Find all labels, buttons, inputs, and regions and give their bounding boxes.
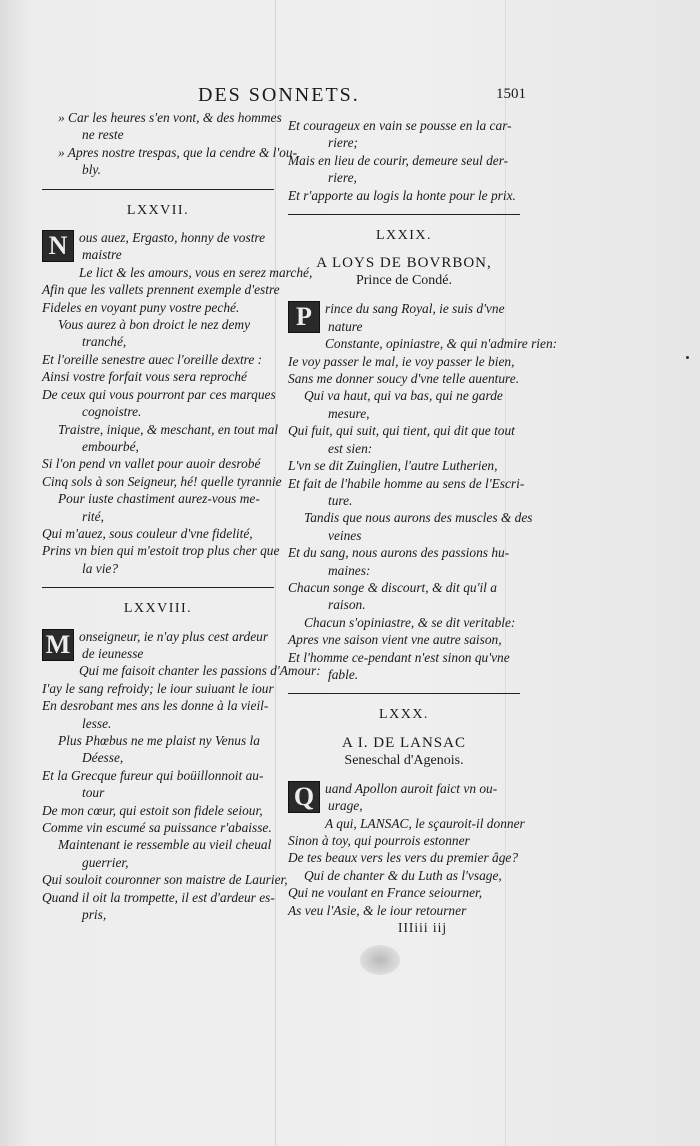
- text-line: urage,: [328, 798, 363, 814]
- text-line: » Apres nostre trespas, que la cendre & l'ou-: [58, 144, 298, 160]
- text-line: De tes beaux vers les vers du premier âge?: [288, 850, 519, 866]
- text-line: rité,: [82, 508, 104, 524]
- text-line: Comme vin escumé sa puissance r'abaisse.: [42, 820, 272, 836]
- margin-mark: [686, 356, 689, 359]
- text-line: De ceux qui vous pourront par ces marques: [42, 386, 276, 402]
- text-line: guerrier,: [82, 854, 129, 870]
- text-line: Prins vn bien qui m'estoit trop plus cher que: [42, 543, 280, 559]
- drop-cap: M: [42, 629, 74, 661]
- text-line: Ie voy passer le mal, ie voy passer le bien,: [288, 353, 515, 369]
- text-line: Le lict & les amours, vous en serez marché,: [79, 264, 313, 280]
- text-line: Constante, opiniastre, & qui n'admire rien:: [325, 336, 558, 352]
- sonnet-heading: LXXVIII.: [123, 601, 193, 617]
- signature-mark: IIIiii iij: [398, 920, 448, 936]
- text-line: Mais en lieu de courir, demeure seul der-: [288, 152, 509, 168]
- right-column: [288, 117, 558, 936]
- text-line: onseigneur, ie n'ay plus cest ardeur: [79, 628, 269, 644]
- text-line: Déesse,: [82, 750, 124, 766]
- section-divider: [288, 693, 520, 694]
- text-line: Cinq sols à son Seigneur, hé! quelle tyrannie: [42, 473, 282, 489]
- running-title: DES SONNETS.: [198, 84, 360, 106]
- text-line: Sans me donner soucy d'vne telle auenture.: [288, 371, 520, 387]
- text-line: ture.: [328, 492, 353, 508]
- text-line: Qui souloit couronner son maistre de Laurier,: [42, 872, 288, 888]
- text-line: Sinon à toy, qui pourrois estonner: [288, 833, 470, 848]
- text-line: Et l'oreille senestre auec l'oreille dextre :: [42, 351, 263, 367]
- text-line: Maintenant ie ressemble au vieil cheual: [58, 837, 272, 853]
- text-line: cognoistre.: [82, 404, 142, 420]
- section-divider: [288, 214, 520, 215]
- text-line: riere,: [328, 170, 357, 186]
- text-line: est sien:: [328, 440, 373, 456]
- text-line: As veu l'Asie, & le iour retourner: [288, 902, 467, 918]
- text-line: rince du sang Royal, ie suis d'vne: [325, 301, 505, 317]
- text-line: veines: [328, 527, 362, 543]
- text-line: Tandis que nous aurons des muscles & des: [304, 510, 533, 526]
- text-line: L'vn se dit Zuinglien, l'autre Lutherien,: [288, 458, 498, 474]
- sonnet-heading: LXXIX.: [375, 228, 433, 244]
- text-line: Qui m'auez, sous couleur d'vne fidelité,: [42, 525, 253, 541]
- text-line: Vous aurez à bon droict le nez demy: [58, 317, 251, 333]
- text-line: Et courageux en vain se pousse en la car-: [288, 118, 512, 133]
- text-line: En desrobant mes ans les donne à la vieil-: [42, 698, 269, 714]
- text-line: De mon cœur, qui estoit son fidele seiour,: [42, 802, 263, 818]
- text-line: de ieunesse: [82, 645, 144, 661]
- text-line: Afin que les vallets prennent exemple d'estre: [42, 282, 280, 298]
- text-line: Si l'on pend vn vallet pour auoir desrobé: [42, 456, 261, 472]
- text-line: Qui me faisoit chanter les passions d'Amour:: [79, 663, 321, 679]
- text-line: Fideles en voyant puny vostre peché.: [42, 299, 240, 315]
- text-line: Qui fuit, qui suit, qui tient, qui dit que tout: [288, 423, 515, 439]
- text-line: ous auez, Ergasto, honny de vostre: [79, 230, 266, 246]
- text-line: Apres vne saison vient vne autre saison,: [288, 632, 502, 648]
- text-line: I'ay le sang refroidy; le iour suiuant le iour: [42, 680, 274, 696]
- text-line: la vie?: [82, 560, 119, 576]
- text-line: Chacun s'opiniastre, & se dit veritable:: [304, 614, 516, 630]
- page-number: 1501: [496, 86, 526, 102]
- ink-blot: [360, 945, 400, 975]
- text-line: maines:: [328, 562, 371, 578]
- text-line: bly.: [82, 162, 101, 178]
- text-line: Chacun songe & discourt, & dit qu'il a: [288, 579, 497, 595]
- text-line: raison.: [328, 597, 366, 613]
- text-line: Traistre, inique, & meschant, en tout mal: [58, 421, 279, 437]
- dedication-title: A I. DE LANSAC: [341, 734, 466, 751]
- text-line: Et la Grecque fureur qui boüillonnoit au-: [42, 767, 264, 783]
- text-line: Qui de chanter & du Luth as l'vsage,: [304, 867, 502, 883]
- dedication-title: A LOYS DE BOVRBON,: [316, 255, 492, 272]
- text-line: pris,: [82, 907, 107, 923]
- dedication-subtitle: Seneschal d'Agenois.: [344, 752, 464, 768]
- section-divider: [42, 587, 274, 588]
- text-line: tranché,: [82, 334, 127, 350]
- drop-cap: P: [288, 301, 320, 333]
- text-line: Et fait de l'habile homme au sens de l'Escri-: [288, 475, 525, 491]
- text-line: riere;: [328, 135, 358, 151]
- text-line: embourbé,: [82, 438, 139, 454]
- text-line: Ainsi vostre forfait vous sera reproché: [42, 369, 247, 385]
- page-fold-line: [275, 0, 276, 1146]
- sonnet-heading: LXXVII.: [126, 202, 190, 218]
- text-line: maistre: [82, 247, 122, 263]
- drop-cap: Q: [288, 781, 320, 813]
- text-line: lesse.: [82, 715, 112, 731]
- text-line: tour: [82, 785, 105, 801]
- sonnet-heading: LXXX.: [379, 707, 429, 723]
- text-line: » Car les heures s'en vont, & des hommes: [58, 110, 282, 125]
- text-line: Et l'homme ce-pendant n'est sinon qu'vne: [288, 649, 510, 665]
- text-line: fable.: [328, 666, 359, 682]
- dedication-subtitle: Prince de Condé.: [355, 273, 453, 289]
- text-line: A qui, LANSAC, le sçauroit-il donner: [325, 815, 525, 831]
- text-line: Et r'apporte au logis la honte pour le prix.: [288, 187, 516, 203]
- left-column: [42, 109, 321, 923]
- text-line: mesure,: [328, 405, 370, 421]
- text-line: Et du sang, nous aurons des passions hu-: [288, 545, 510, 561]
- text-line: Quand il oit la trompette, il est d'ardeur es-: [42, 889, 275, 905]
- text-line: nature: [328, 318, 363, 334]
- text-line: Qui ne voulant en France seiourner,: [288, 885, 483, 901]
- section-divider: [42, 189, 274, 190]
- text-line: Plus Phœbus ne me plaist ny Venus la: [58, 733, 260, 748]
- text-line: ne reste: [82, 127, 124, 143]
- text-line: uand Apollon auroit faict vn ou-: [325, 780, 498, 796]
- drop-cap: N: [42, 230, 74, 262]
- text-line: Pour iuste chastiment aurez-vous me-: [58, 491, 260, 507]
- text-line: Qui va haut, qui va bas, qui ne garde: [304, 388, 503, 404]
